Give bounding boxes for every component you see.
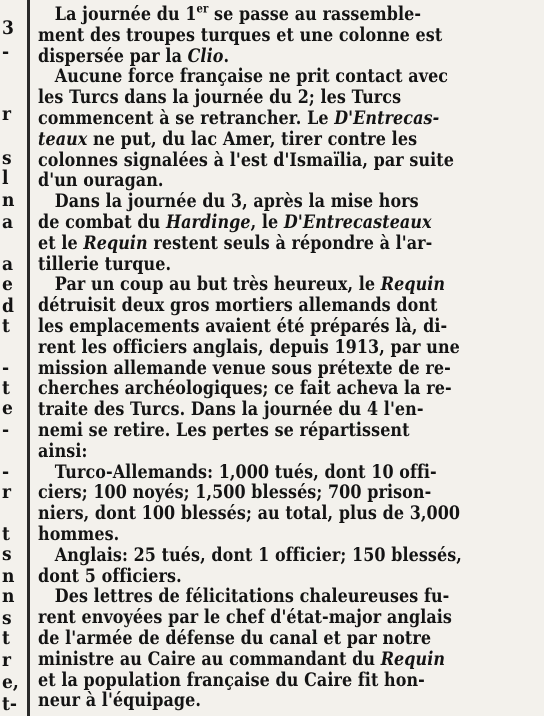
italic-ship-name: Requin (83, 231, 148, 254)
text-line (38, 420, 458, 441)
text-run: dont 5 officiers. (38, 564, 182, 587)
left-column-fragment: n (2, 189, 15, 211)
text-run: niers, dont 100 blessés; au total, plus de 3,000 (38, 502, 461, 525)
text-run: ministre au Caire au commandant du (38, 647, 381, 670)
text-line (38, 337, 458, 358)
left-column-fragment: n (2, 585, 15, 607)
paragraph (38, 462, 538, 545)
text-line (38, 212, 458, 233)
text-run: colonnes signalées à l'est d'Ismaïlia, par suite (38, 148, 455, 171)
text-run: d'un ouragan. (38, 169, 164, 192)
text-run: les emplacements avaient été préparés là, di- (38, 314, 448, 337)
text-line (38, 316, 458, 337)
text-run: mission allemande venue sous prétexte de re- (38, 356, 451, 379)
article-text (38, 1, 538, 712)
left-column-fragment: t (2, 627, 10, 649)
text-line (38, 170, 458, 191)
text-line (38, 482, 458, 503)
italic-ship-name: teaux (38, 127, 88, 150)
text-line (38, 1, 458, 25)
text-run: Dans la journée du 3, après la mise hors (54, 190, 419, 213)
italic-ship-name: Requin (380, 647, 446, 670)
text-line (38, 607, 458, 628)
left-column-fragment: t- (2, 693, 18, 715)
text-run: dispersée par la (38, 44, 188, 67)
text-line (38, 649, 458, 670)
left-column-fragment: 3 (2, 17, 14, 39)
text-run: restent seuls à répondre à l'ar- (147, 231, 433, 254)
italic-ship-name: Clio (187, 44, 224, 67)
left-column-fragment: s (2, 607, 12, 629)
text-line (38, 543, 462, 566)
left-column-fragment: t (2, 315, 10, 337)
text-run: rent envoyées par le chef d'état-major anglais (38, 606, 452, 629)
text-run: se passe au rassemble- (208, 3, 422, 25)
column-rule (27, 0, 30, 716)
text-line (38, 129, 458, 150)
left-column-fragment: r (2, 103, 12, 125)
text-run: Turco-Allemands: 1,000 tués, dont 10 offi- (54, 460, 437, 483)
left-column-fragment: d (2, 295, 14, 317)
text-run: La journée du 1 (54, 3, 197, 25)
text-run: détruisit deux gros mortiers allemands dont (38, 294, 438, 317)
paragraph (38, 1, 538, 67)
italic-ship-name: Hardinge (165, 210, 251, 233)
text-run: traite des Turcs. Dans la journée du 4 l'en- (38, 398, 424, 421)
text-line (38, 566, 458, 587)
left-column-fragment: - (2, 461, 10, 483)
text-run: neur à l'équipage. (38, 689, 202, 712)
text-line (38, 191, 458, 212)
text-line (38, 378, 458, 399)
text-run: et le (38, 231, 84, 254)
text-run: . (223, 44, 230, 67)
text-line (38, 462, 458, 483)
text-line (38, 524, 458, 545)
text-line (38, 254, 458, 275)
italic-ship-name: D'Entrecasteaux (283, 210, 432, 233)
left-column-fragment: - (2, 419, 10, 441)
text-run: de combat du (38, 210, 166, 233)
adjacent-column-fragments (0, 0, 22, 716)
text-run: cherches archéologiques; ce fait acheva la re- (38, 377, 452, 400)
italic-ship-name: D'Entrecas- (334, 106, 440, 129)
text-run: et la population française du Caire fit hon- (38, 668, 425, 691)
left-column-fragment: - (2, 41, 10, 63)
text-run: hommes. (38, 522, 120, 545)
text-run: tillerie turque. (38, 252, 172, 275)
text-run: Anglais: 25 tués, dont 1 officier; 150 blessés, (54, 543, 462, 566)
paragraph (38, 274, 538, 461)
text-line (38, 108, 458, 129)
text-line (38, 66, 458, 87)
text-run: Aucune force française ne prit contact avec (54, 65, 449, 88)
text-run: de l'armée de défense du canal et par notre (38, 626, 432, 649)
left-column-fragment: s (2, 147, 12, 169)
left-column-fragment: e, (2, 671, 19, 693)
italic-ship-name: Requin (380, 273, 446, 296)
paragraph (38, 545, 538, 587)
left-column-fragment: t (2, 377, 10, 399)
text-run: les Turcs dans la journée du 2; les Turcs (38, 86, 402, 109)
text-run: ne put, du lac Amer, tirer contre les (87, 127, 418, 150)
text-run: ment des troupes turques et une colonne est (38, 23, 443, 46)
text-line (38, 628, 458, 649)
left-column-fragment: a (2, 211, 14, 233)
left-column-fragment: t (2, 523, 10, 545)
text-line (38, 295, 458, 316)
left-column-fragment: s (2, 543, 12, 565)
text-line (38, 150, 458, 171)
text-run: rent les officiers anglais, depuis 1913, par une (38, 335, 460, 358)
left-column-fragment: l (2, 167, 9, 189)
left-column-fragment: r (2, 649, 12, 671)
text-line (38, 502, 461, 525)
text-line (38, 87, 458, 108)
text-run: ciers; 100 noyés; 1,500 blessés; 700 prison- (38, 481, 432, 504)
text-line (38, 274, 458, 295)
text-line (38, 441, 458, 462)
paragraph (38, 191, 538, 274)
left-column-fragment: - (2, 357, 10, 379)
paragraph (38, 66, 538, 191)
text-run: , le (250, 210, 284, 233)
text-line (38, 586, 458, 607)
text-line (38, 46, 458, 67)
text-line (38, 399, 458, 420)
left-column-fragment: e (2, 397, 13, 419)
text-run: commencent à se retrancher. Le (38, 106, 335, 129)
text-run: ainsi: (38, 439, 88, 462)
superscript: er (196, 1, 209, 16)
left-column-fragment: r (2, 481, 12, 503)
left-column-fragment: n (2, 565, 15, 587)
text-line (38, 690, 458, 711)
text-run: nemi se retire. Les pertes se répartissent (38, 418, 410, 441)
text-line (38, 358, 458, 379)
left-column-fragment: e (2, 273, 13, 295)
text-line (38, 25, 458, 46)
left-column-fragment: a (2, 253, 14, 275)
text-line (38, 233, 458, 254)
text-run: Des lettres de félicitations chaleureuses fu- (54, 585, 450, 608)
text-run: Par un coup au but très heureux, le (54, 273, 381, 296)
text-line (38, 670, 458, 691)
paragraph (38, 586, 538, 711)
